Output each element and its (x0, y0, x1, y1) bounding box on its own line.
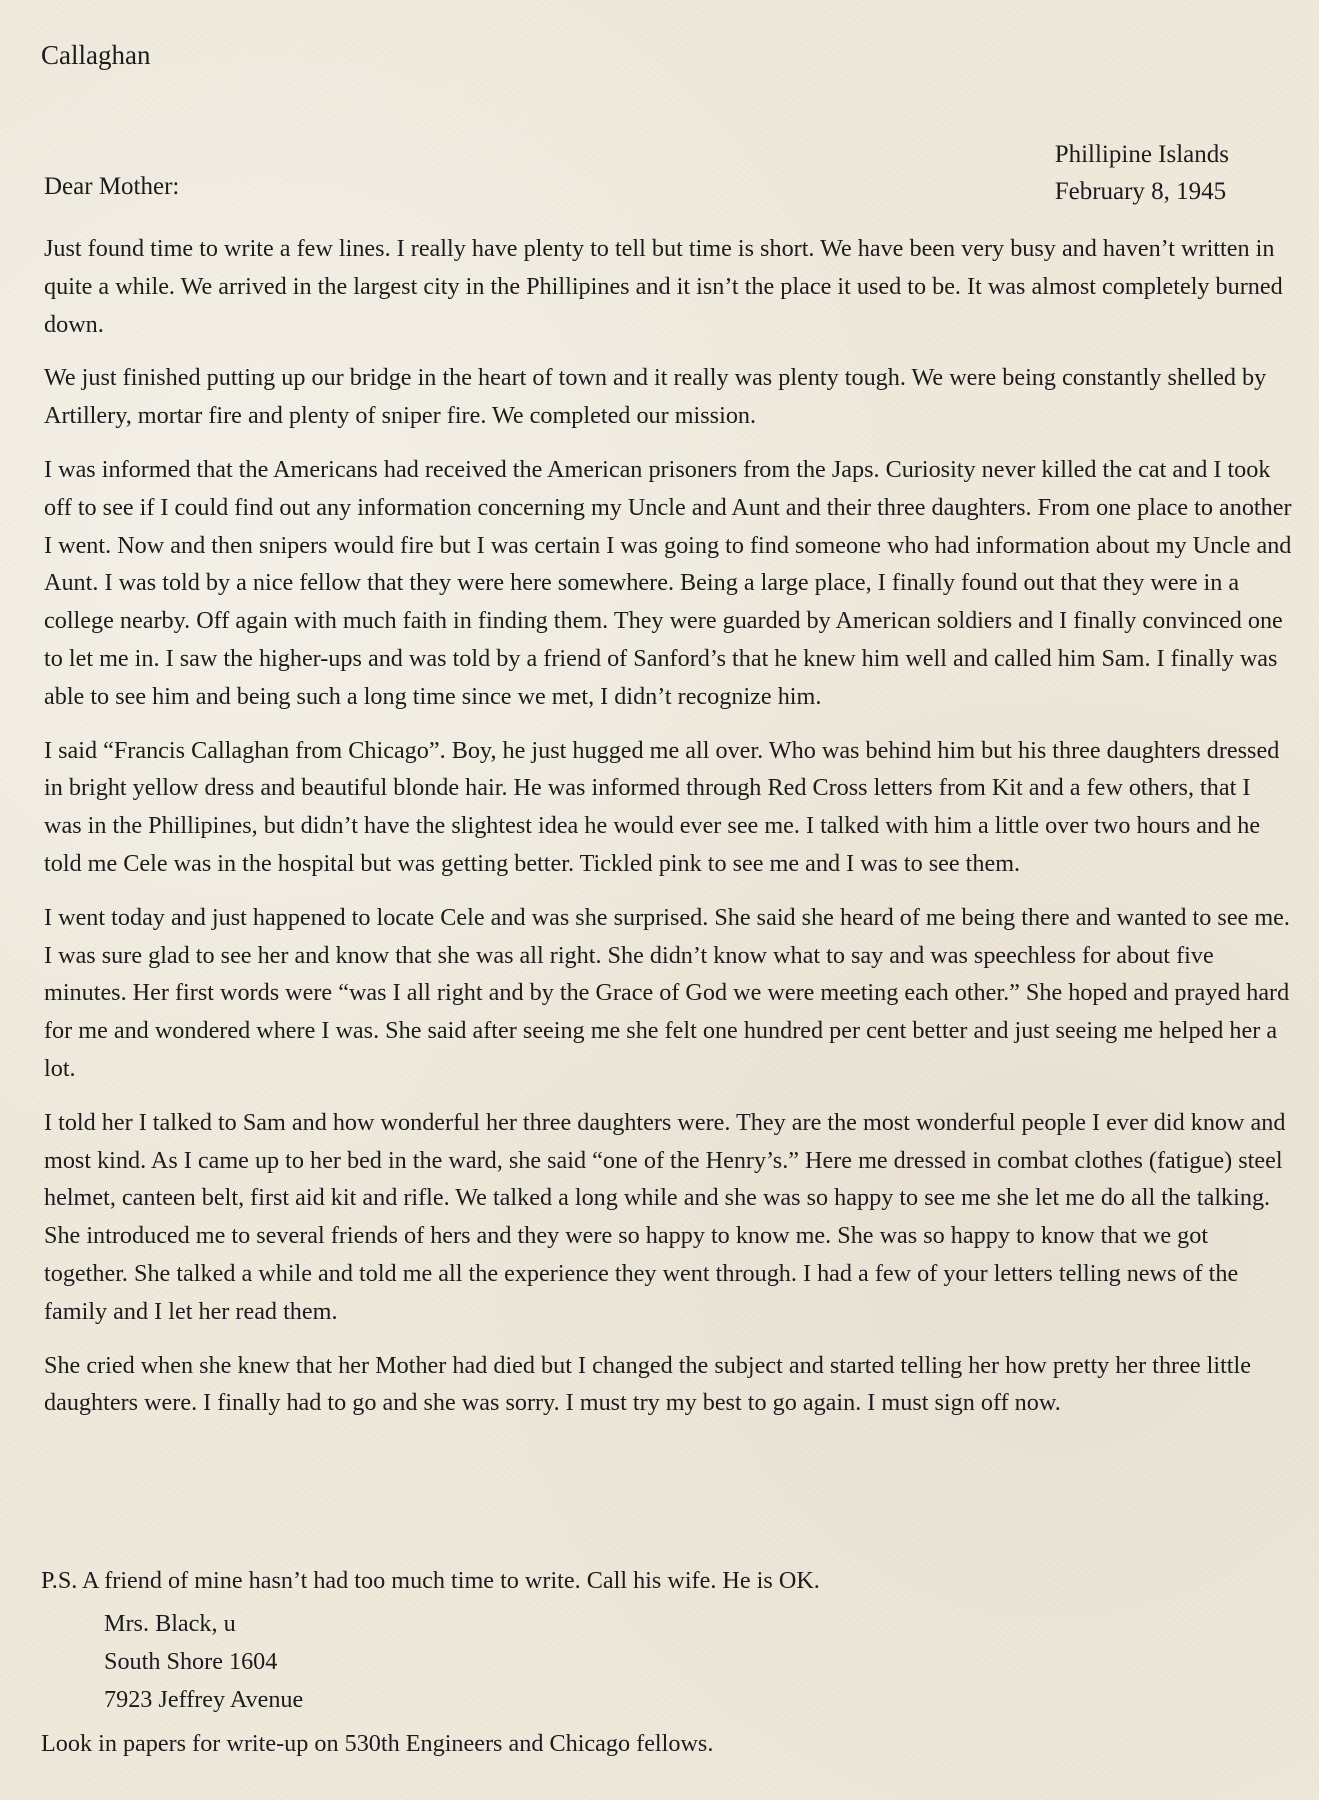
letter-date: February 8, 1945 (1054, 178, 1227, 205)
body-paragraph: We just finished putting up our bridge in the heart of town and it really was plenty tough. We were being constantly shelled by Artillery, mortar fire and plenty of sniper fire. We completed our mission. (44, 364, 1267, 430)
closing-note: Look in papers for write-up on 530th Engineers and Chicago fellows. (41, 1730, 714, 1757)
body-paragraph: I told her I talked to Sam and how wonderful her three daughters were. They are the most wonderful people I ever did know and most kind. As I came up to her bed in the ward, she said “one of the Henry’s.” Here me dressed in combat clothes (fatigue) steel helmet, canteen belt, first aid kit and rifle. We talked a long while and she was so happy to see me she let me do all the talking. She introduced me to several friends of hers and they were so happy to know me. She was so happy to know that we got together. She talked a while and told me all the experience they went through. I had a few of your letters telling news of the family and I let her read them. (44, 1108, 1286, 1325)
body-paragraph: I went today and just happened to locate Cele and was she surprised. She said she heard of me being there and wanted to see me. I was sure glad to see her and know that she was all right. She didn’t know what to say and was speechless for about five minutes. Her first words were “was I all right and by the Grace of God we were meeting each other.” She hoped and prayed hard for me and wondered where I was. She said after seeing me she felt one hundred per cent better and just seeing me helped her a lot. (44, 903, 1290, 1082)
place-date-block (1055, 136, 1229, 210)
letter-surname-header: Callaghan (41, 40, 151, 70)
postscript: P.S. A friend of mine hasn’t had too much time to write. Call his wife. He is OK. (41, 1567, 820, 1594)
address-line: Mrs. Black, u (104, 1610, 236, 1637)
body-paragraph: I said “Francis Callaghan from Chicago”. Boy, he just hugged me all over. Who was behind him but his three daughters dressed in bright yellow dress and beautiful blonde hair. He was informed through Red Cross letters from Kit and a few others, that I was in the Phillipines, but didn’t have the slightest idea he would ever see me. I talked with him a little over two hours and he told me Cele was in the hospital but was getting better. Tickled pink to see me and I was to see them. (44, 736, 1280, 877)
letter-body (44, 230, 1294, 1438)
body-paragraph: Just found time to write a few lines. I really have plenty to tell but time is short. We have been very busy and haven’t written in quite a while. We arrived in the largest city in the Phillipines and it isn’t the place it used to be. It was almost completely burned down. (44, 235, 1283, 338)
letter-place: Phillipine Islands (1054, 141, 1229, 168)
address-line: 7923 Jeffrey Avenue (104, 1686, 304, 1713)
body-paragraph: I was informed that the Americans had received the American prisoners from the Japs. Curiosity never killed the cat and I took off to see if I could find out any information concerning my Uncle and Aunt and their three daughters. From one place to another I went. Now and then snipers would fire but I was certain I was going to find someone who had information about my Uncle and Aunt. I was told by a nice fellow that they were here somewhere. Being a large place, I finally found out that they were in a college nearby. Off again with much faith in finding them. They were guarded by American soldiers and I finally convinced one to let me in. I saw the higher-ups and was told by a friend of Sanford’s that he knew him well and called him Sam. I finally was able to see him and being such a long time since we met, I didn’t recognize him. (44, 455, 1292, 710)
address-block (104, 1605, 303, 1719)
letter-salutation: Dear Mother: (44, 173, 180, 200)
address-line: South Shore 1604 (104, 1648, 278, 1675)
body-paragraph: She cried when she knew that her Mother had died but I changed the subject and started telling her how pretty her three little daughters were. I finally had to go and she was sorry. I must try my best to go again. I must sign off now. (44, 1351, 1251, 1417)
